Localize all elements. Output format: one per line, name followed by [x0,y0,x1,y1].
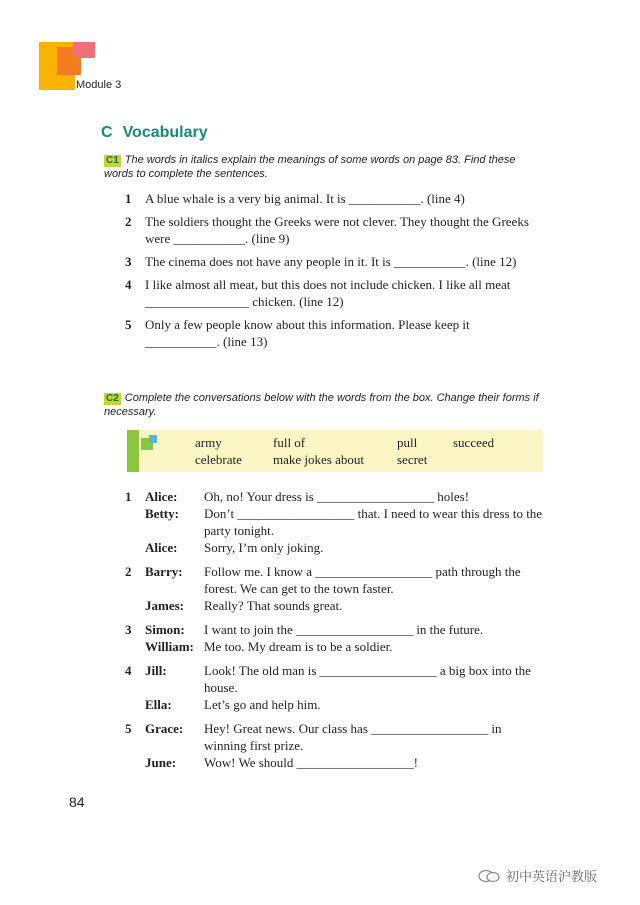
dialogue-line [125,754,545,771]
speaker-name: Betty: [145,506,179,521]
item-text: I like almost all meat, but this does not include chicken. I like all meat ________________ chicken. (line 12) [145,277,511,309]
word-box-word: pull [397,435,418,450]
c1-item [125,213,545,247]
dialogue-number [125,696,145,713]
word-box-stripe [127,430,139,472]
dialogue-text: Sorry, I’m only joking. [204,540,324,555]
dialogue-number [125,539,145,556]
c1-instruction-text: The words in italics explain the meanings of some words on page 83. Find these words to complete the sentences. [104,154,516,180]
speaker-name: Alice: [145,540,178,555]
word-box-word: secret [397,452,428,467]
c2-instruction [104,391,544,419]
dialogue-line [125,638,545,655]
dialogue-text: Look! The old man is __________________ a big box into the house. [204,663,531,695]
word-box-word: army [195,435,222,450]
dialogue-line [125,563,545,597]
dialogue-line [125,597,545,614]
dialogue-line [125,662,545,696]
item-number: 1 [125,191,132,206]
page-number: 84 [69,794,85,810]
dialogue-text: Hey! Great news. Our class has __________________ in winning first prize. [204,721,502,753]
item-text: A blue whale is a very big animal. It is ___________. (line 4) [145,191,465,206]
item-number: 5 [125,317,132,332]
dialogue-line [125,505,545,539]
dialogue-line [125,621,545,638]
c1-item [125,316,545,350]
c1-item [125,253,545,270]
item-number: 2 [125,214,132,229]
c1-exercise-list [125,190,545,356]
c1-instruction [104,153,544,181]
speaker-name: William: [145,639,194,654]
dialogue-number: 2 [125,564,132,579]
dialogue-number: 5 [125,721,132,736]
dialogue-text: Oh, no! Your dress is __________________ holes! [204,489,470,504]
watermark-text: 初中英语沪教版 [506,870,598,885]
item-text: The cinema does not have any people in it. It is ___________. (line 12) [145,254,517,269]
dialogue [125,563,545,614]
item-text: The soldiers thought the Greeks were not clever. They thought the Greeks were ___________. (line 9) [145,214,529,246]
dialogue-text: Let’s go and help him. [204,697,321,712]
dialogue-number: 1 [125,489,132,504]
c1-item [125,190,545,207]
speaker-name: James: [145,598,184,613]
word-box-word: celebrate [195,452,242,467]
dialogue-number [125,754,145,771]
module-label: Module 3 [76,79,122,91]
speaker-name: Simon: [145,622,185,637]
dialogue-text: Really? That sounds great. [204,598,343,613]
dialogue-number: 3 [125,622,132,637]
word-box [127,430,543,472]
c2-instruction-text: Complete the conversations below with the words from the box. Change their forms if necessary. [104,392,539,418]
dialogue-text: Follow me. I know a __________________ path through the forest. We can get to the town faster. [204,564,521,596]
dialogue [125,662,545,713]
section-letter: C [101,124,113,141]
dialogue-text: Me too. My dream is to be a soldier. [204,639,393,654]
speaker-name: June: [145,755,177,770]
speaker-name: Grace: [145,721,184,736]
speaker-name: Alice: [145,489,178,504]
speaker-name: Barry: [145,564,183,579]
dialogue-text: Don’t __________________ that. I need to wear this dress to the party tonight. [204,506,543,538]
word-box-square-icon [149,435,157,443]
word-box-word: succeed [453,435,495,450]
dialogue-number [125,505,145,539]
dialogue-line [125,720,545,754]
item-text: Only a few people know about this information. Please keep it ___________. (line 13) [145,317,470,349]
dialogue-line [125,539,545,556]
dialogue-line [125,696,545,713]
watermark [478,866,597,885]
section-title-text: Vocabulary [122,124,208,141]
dialogue-number: 4 [125,663,132,678]
c2-badge: C2 [106,393,119,404]
dialogue-text: I want to join the __________________ in the future. [204,622,484,637]
dialogue-text: Wow! We should __________________! [204,755,418,770]
speaker-name: Ella: [145,697,172,712]
section-title [101,124,208,142]
word-box-word: full of [273,435,306,450]
speaker-name: Jill: [145,663,167,678]
dialogue [125,621,545,655]
dialogue-line [125,488,545,505]
c2-dialogue-list [125,488,545,778]
item-number: 4 [125,277,132,292]
dialogue [125,488,545,556]
c1-item [125,276,545,310]
wechat-icon [478,869,500,883]
word-box-word: make jokes about [273,452,364,467]
dialogue-number [125,597,145,614]
item-number: 3 [125,254,132,269]
c1-badge: C1 [106,155,119,166]
dialogue-number [125,638,145,655]
dialogue [125,720,545,771]
